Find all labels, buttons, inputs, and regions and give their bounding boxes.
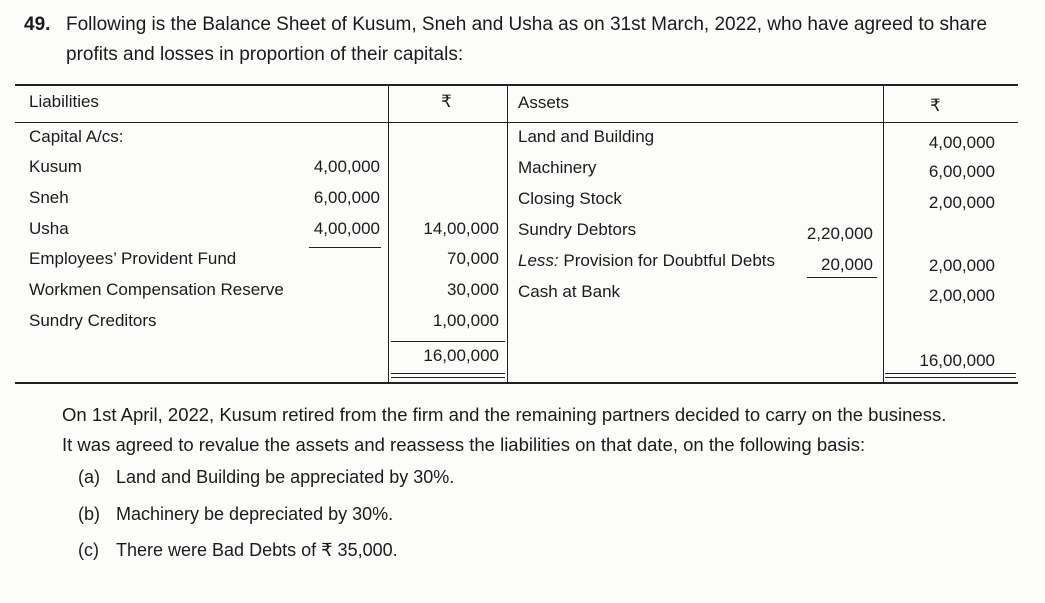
liab-total-rule-2	[391, 377, 505, 378]
provision-label: Provision for Doubtful Debts	[563, 251, 776, 270]
usha-amount: 4,00,000	[313, 219, 380, 238]
assets-total-rule-1	[885, 373, 1016, 374]
table-top-rule	[15, 84, 1018, 86]
machinery-label: Machinery	[518, 158, 597, 177]
item-label: (b)	[78, 504, 100, 524]
liab-total-rule-1	[391, 373, 505, 374]
col-divider-2	[507, 84, 508, 384]
debtors-amount: 2,20,000	[806, 224, 873, 243]
machinery-amount: 6,00,000	[928, 162, 995, 181]
list-item	[78, 467, 454, 488]
item-text: There were Bad Debts of ₹ 35,000.	[116, 540, 398, 560]
epf-label: Employees’ Provident Fund	[29, 249, 237, 268]
balance-sheet-table	[15, 84, 1018, 386]
header-assets: Assets	[518, 93, 570, 112]
table-bottom-rule	[15, 382, 1018, 384]
capital-total-amount: 14,00,000	[423, 219, 499, 238]
item-label: (c)	[78, 540, 99, 560]
creditors-label: Sundry Creditors	[29, 311, 157, 330]
stock-label: Closing Stock	[518, 189, 622, 208]
wcr-amount: 30,000	[447, 280, 499, 299]
col-divider-1	[388, 84, 389, 384]
question-number: 49.	[24, 14, 51, 35]
sneh-label: Sneh	[29, 188, 69, 207]
header-rupee-left: ₹	[441, 92, 452, 111]
liabilities-total: 16,00,000	[423, 346, 499, 365]
assets-total: 16,00,000	[919, 351, 995, 370]
provision-amount: 20,000	[821, 255, 873, 274]
problem-paragraph	[62, 400, 1022, 460]
kusum-amount: 4,00,000	[313, 157, 380, 176]
item-label: (a)	[78, 467, 100, 487]
header-rupee-right: ₹	[930, 96, 941, 115]
item-text: Land and Building be appreciated by 30%.	[116, 467, 455, 487]
item-text: Machinery be depreciated by 30%.	[116, 504, 394, 524]
stock-amount: 2,00,000	[928, 193, 995, 212]
list-item	[78, 540, 398, 561]
epf-amount: 70,000	[447, 249, 499, 268]
usha-label: Usha	[29, 219, 69, 238]
header-rule	[15, 122, 1018, 123]
less-label: Less:	[518, 251, 559, 270]
question-heading	[24, 10, 1024, 70]
paragraph-line-2: It was agreed to revalue the assets and reassess the liabilities on that date, on the following basis:	[62, 434, 866, 455]
col-divider-3	[883, 84, 884, 384]
land-amount: 4,00,000	[928, 133, 995, 152]
assets-total-rule-2	[885, 377, 1016, 378]
question-text: Following is the Balance Sheet of Kusum, Sneh and Usha as on 31st March, 2022, who have agreed to share profits and losses in proportion of their capitals:	[66, 14, 988, 65]
kusum-label: Kusum	[29, 157, 82, 176]
debtors-net-amount: 2,00,000	[928, 256, 995, 275]
sneh-amount: 6,00,000	[313, 188, 380, 207]
paragraph-line-1: On 1st April, 2022, Kusum retired from the firm and the remaining partners decided to carry on the business.	[62, 404, 947, 425]
list-item	[78, 504, 393, 525]
provision-row	[518, 249, 775, 273]
capital-underline	[309, 247, 381, 248]
wcr-label: Workmen Compensation Reserve	[29, 280, 284, 299]
creditors-amount: 1,00,000	[432, 311, 499, 330]
provision-underline	[807, 277, 877, 278]
capital-accounts-label: Capital A/cs:	[29, 127, 124, 146]
cash-label: Cash at Bank	[518, 282, 621, 301]
cash-amount: 2,00,000	[928, 286, 995, 305]
debtors-label: Sundry Debtors	[518, 220, 637, 239]
header-liabilities: Liabilities	[29, 92, 99, 111]
land-label: Land and Building	[518, 127, 655, 146]
liab-subtotal-rule	[391, 341, 505, 342]
